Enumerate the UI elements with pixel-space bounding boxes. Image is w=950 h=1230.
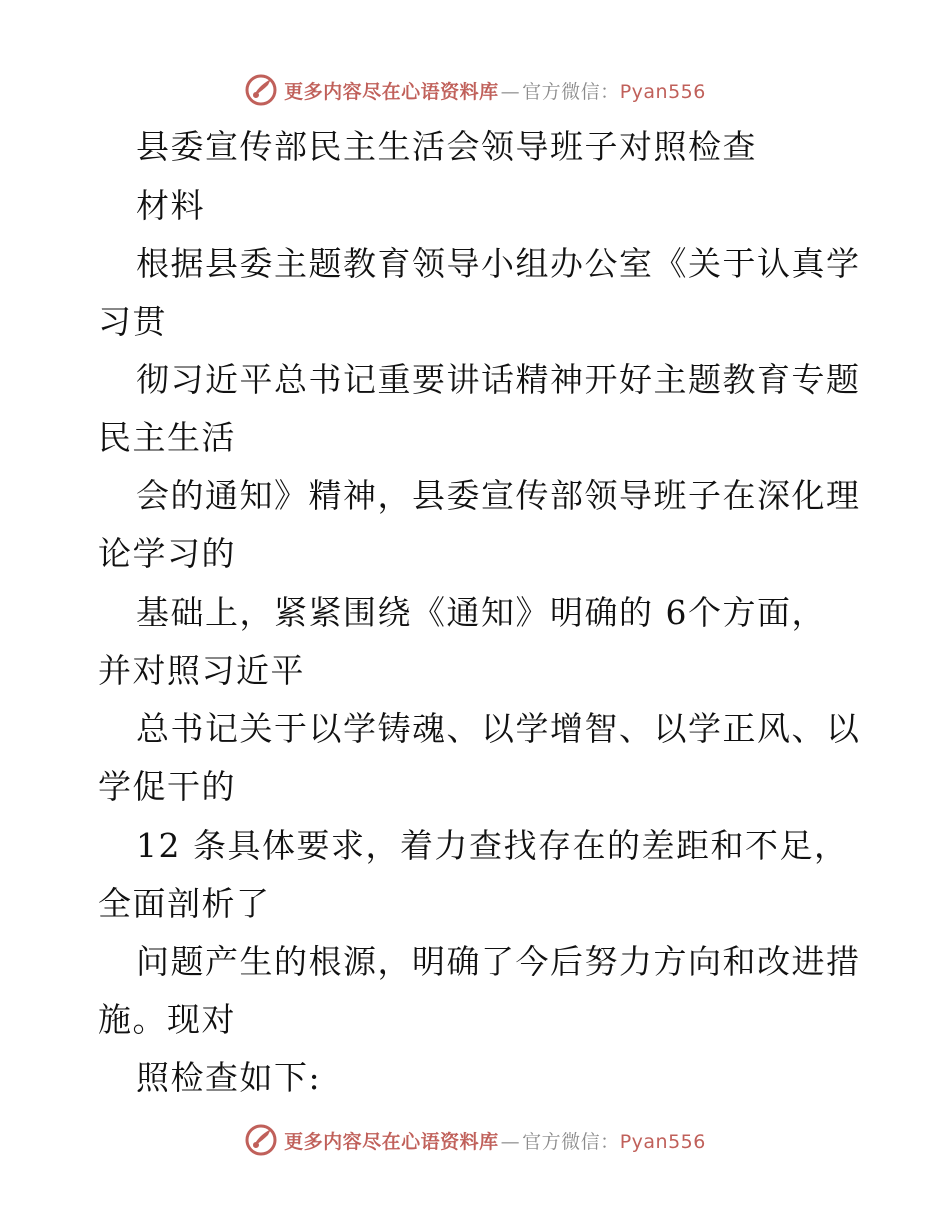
- paragraph-line: 根据县委主题教育领导小组办公室《关于认真学: [136, 244, 861, 283]
- brush-ink-logo-icon: [244, 1123, 278, 1157]
- watermark-wechat-id: Pyan556: [619, 1130, 706, 1153]
- paragraph-line: 民主生活: [98, 418, 236, 457]
- paragraph-line: 全面剖析了: [98, 884, 271, 923]
- watermark-prefix: 更多内容尽在心语资料库: [284, 1130, 499, 1153]
- paragraph-line: 照检查如下:: [136, 1058, 322, 1097]
- paragraph-line: 基础上，紧紧围绕《通知》明确的 6个方面，: [136, 593, 826, 632]
- document-title-line-1: 县委宣传部民主生活会领导班子对照检查: [136, 127, 757, 166]
- paragraph-line: 会的通知》精神，县委宣传部领导班子在深化理: [136, 476, 861, 515]
- paragraph-line: 学促干的: [98, 767, 236, 806]
- paragraph-line: 问题产生的根源，明确了今后努力方向和改进措: [136, 942, 861, 981]
- watermark-wechat-label: 官方微信：: [522, 80, 620, 103]
- watermark-wechat-label: 官方微信：: [522, 1130, 620, 1153]
- watermark-wechat-id: Pyan556: [619, 80, 706, 103]
- watermark-text: [284, 77, 706, 104]
- brush-ink-logo-icon: [244, 73, 278, 107]
- paragraph-line: 习贯: [98, 302, 167, 341]
- document-title-line-2: 材料: [136, 186, 205, 225]
- watermark-text: [284, 1127, 706, 1154]
- paragraph-line: 彻习近平总书记重要讲话精神开好主题教育专题: [136, 360, 861, 399]
- paragraph-line: 总书记关于以学铸魂、以学增智、以学正风、以: [136, 709, 861, 748]
- watermark-banner-bottom: [0, 1120, 950, 1160]
- paragraph-line: 并对照习近平: [98, 651, 305, 690]
- watermark-separator: —: [500, 1130, 521, 1153]
- watermark-banner-top: [0, 70, 950, 110]
- paragraph-line: 12 条具体要求，着力查找存在的差距和不足，: [136, 826, 849, 865]
- watermark-separator: —: [500, 80, 521, 103]
- watermark-prefix: 更多内容尽在心语资料库: [284, 80, 499, 103]
- paragraph-line: 论学习的: [98, 534, 236, 573]
- paragraph-line: 施。现对: [98, 1000, 236, 1039]
